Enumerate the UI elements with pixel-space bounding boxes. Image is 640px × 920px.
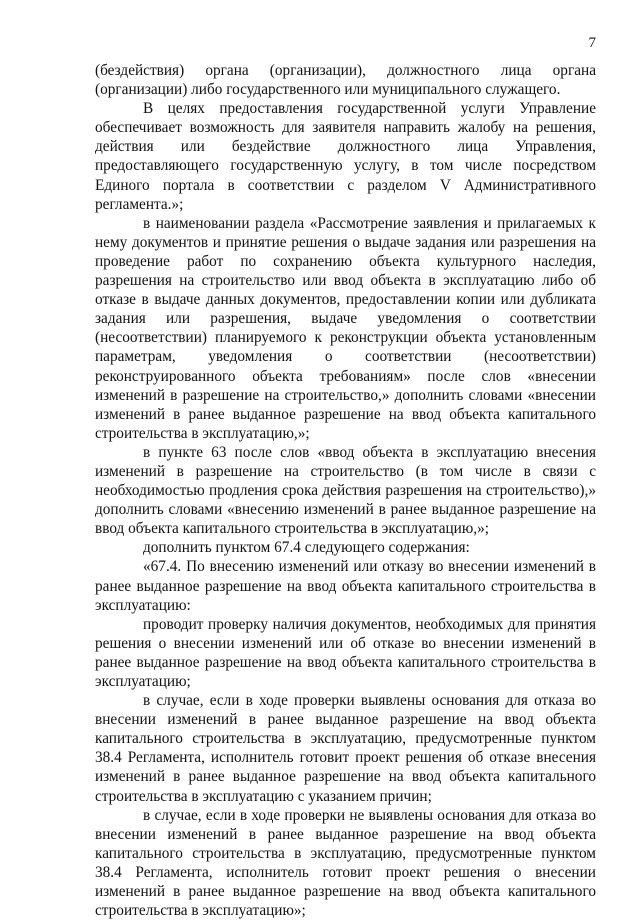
paragraph-5: дополнить пунктом 67.4 следующего содержания:: [143, 539, 470, 557]
paragraph-7: проводит проверку наличия документов, необходимых для принятия решения о внесении изменений или об отказе во внесении изменений в ранее выданное разрешение на ввод объекта капитального строительства в эксплуатацию;: [95, 615, 596, 690]
document-body: [95, 61, 596, 920]
paragraph-4: в пункте 63 после слов «ввод объекта в эксплуатацию внесения изменений в разрешение на строительство (в том числе в связи с необходимостью продления срока действия разрешения на строительство),» дополнить словами «внесению изменений в ранее выданное разрешение на ввод объекта капитального строительства в эксплуатацию,»;: [95, 443, 596, 538]
paragraph-3: в наименовании раздела «Рассмотрение заявления и прилагаемых к нему документов и принятие решения о выдаче задания или разрешения на проведение работ по сохранению объекта культурного наследия, разрешения на строительство или ввод объекта в эксплуатацию либо об отказе в выдаче данных документов, предоставлении копии или дубликата задания или разрешения, выдаче уведомления о соответствии (несоответствии) планируемого к реконструкции объекта установленным параметрам, уведомления о соответствии (несоответствии) реконструированного объекта требованиям» после слов «внесении изменений в разрешение на строительство,» дополнить словами «внесении изменений в ранее выданное разрешение на ввод объекта капитального строительства в эксплуатацию,»;: [95, 214, 596, 442]
paragraph-1: (бездействия) органа (организации), должностного лица органа (организации) либо государственного или муниципального служащего.: [95, 62, 596, 99]
paragraph-6: «67.4. По внесению изменений или отказу во внесении изменений в ранее выданное разрешение на ввод объекта капитального строительства в эксплуатацию:: [95, 558, 596, 614]
paragraph-8: в случае, если в ходе проверки выявлены основания для отказа во внесении изменений в ранее выданное разрешение на ввод объекта капитального строительства в эксплуатацию, предусмотренные пунктом 38.4 Регламента, исполнитель готовит проект решения об отказе внесения изменений в ранее выданное разрешение на ввод объекта капитального строительства в эксплуатацию с указанием причин;: [95, 692, 596, 805]
page-number: 7: [588, 35, 596, 51]
paragraph-9: в случае, если в ходе проверки не выявлены основания для отказа во внесении изменений в ранее выданное разрешение на ввод объекта капитального строительства в эксплуатацию, предусмотренные пунктом 38.4 Регламента, исполнитель готовит проект решения о внесении изменений в ранее выданное разрешение на ввод объекта капитального строительства в эксплуатацию»;: [95, 806, 596, 920]
paragraph-2: В целях предоставления государственной услуги Управление обеспечивает возможность для заявителя направить жалобу на решения, действия или бездействие должностного лица Управления, предоставляющего государственную услугу, в том числе посредством Единого портала в соответствии с разделом V Административного регламента.»;: [95, 100, 596, 213]
